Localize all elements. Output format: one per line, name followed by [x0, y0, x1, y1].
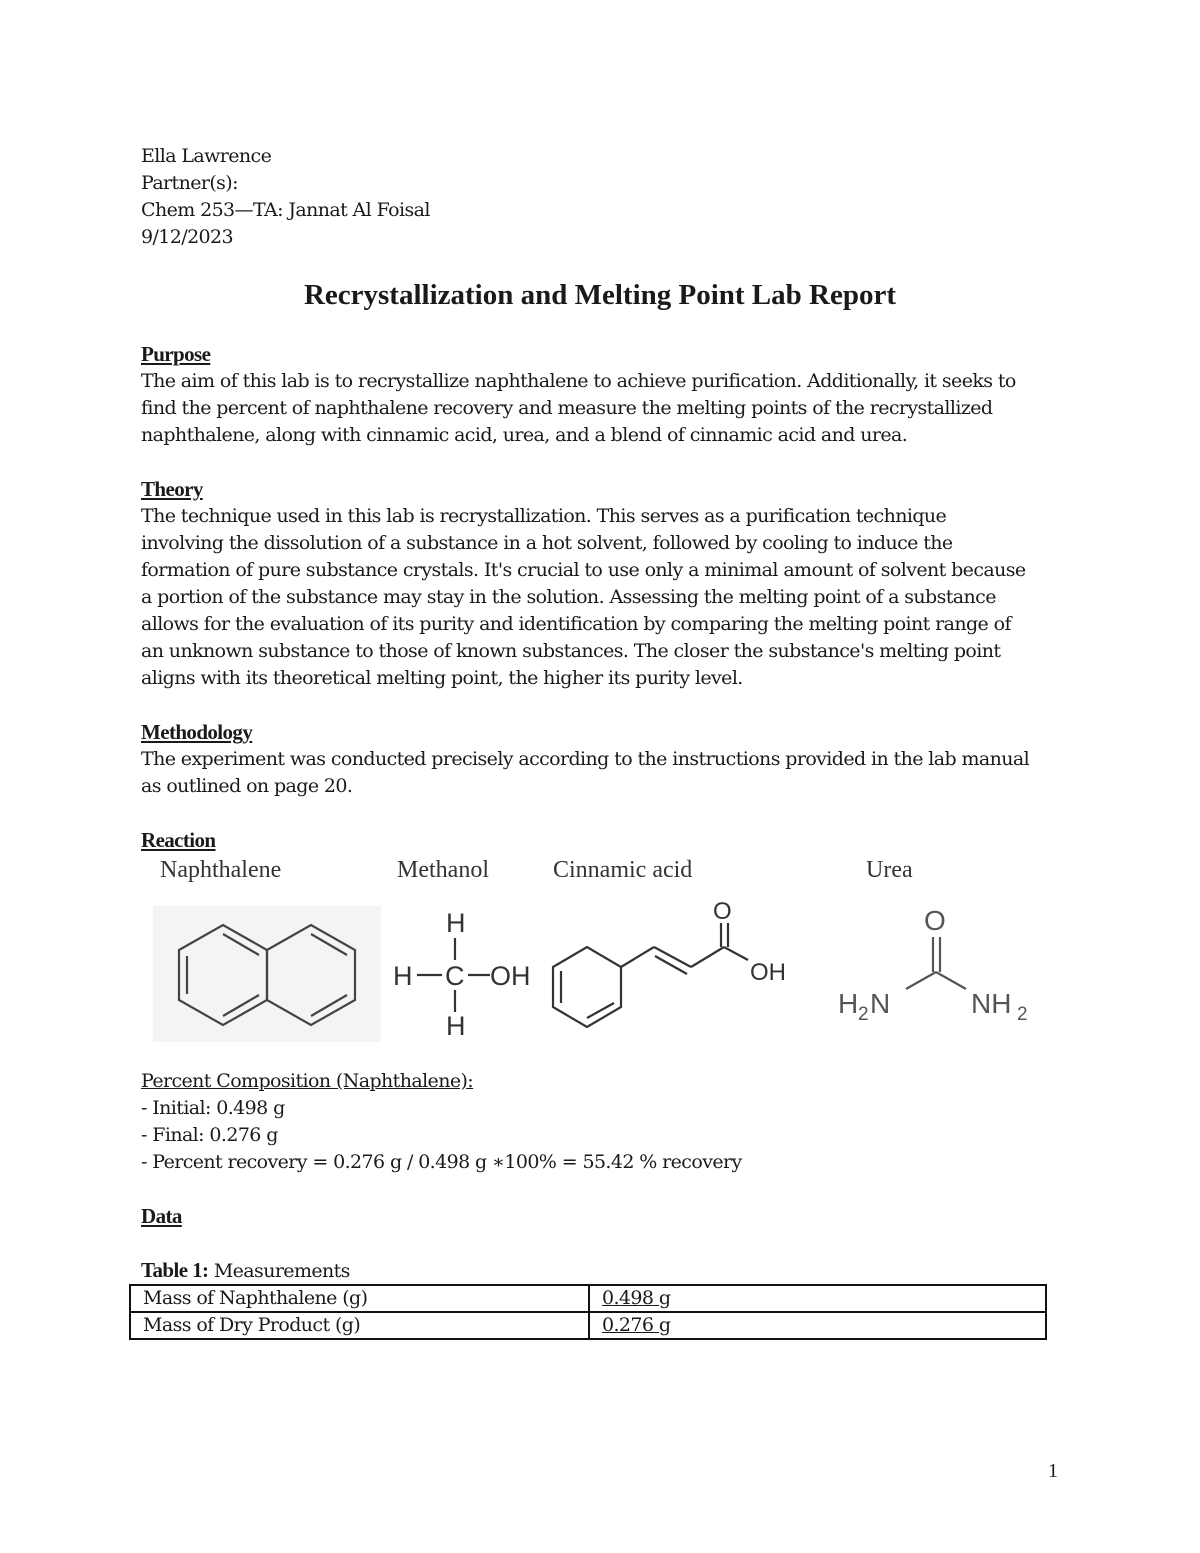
measurements-table — [129, 1284, 1047, 1340]
urea-h2n-n: N — [870, 988, 891, 1019]
date-line: 9/12/2023 — [141, 226, 234, 248]
report-title: Recrystallization and Melting Point Lab Report — [303, 279, 897, 311]
cinnamic-acid-structure — [543, 897, 793, 1037]
cinnamic-o: O — [713, 898, 732, 925]
table-caption-text: Measurements — [213, 1260, 350, 1282]
purpose-line: The aim of this lab is to recrystallize naphthalene to achieve purification. Additionally, it seeks to — [141, 370, 1016, 392]
methanol-structure — [388, 905, 538, 1040]
urea-o: O — [924, 905, 946, 936]
page-number: 1 — [1048, 1460, 1058, 1482]
table-cell-value: 0.276 g — [589, 1312, 1046, 1339]
urea-nh2-sub: 2 — [1017, 1004, 1028, 1025]
table-caption-label: Table 1: — [141, 1258, 209, 1282]
urea-structure — [836, 900, 1046, 1025]
table-cell-label: Mass of Naphthalene (g) — [130, 1285, 589, 1312]
urea-h2n-sub: 2 — [858, 1004, 869, 1025]
initial-mass-line: - Initial: 0.498 g — [141, 1097, 285, 1119]
naphthalene-label: Naphthalene — [160, 857, 282, 883]
percent-composition-heading: Percent Composition (Naphthalene): — [141, 1070, 474, 1092]
urea-h2n-h: H — [838, 988, 859, 1019]
urea-nh2-nh: NH — [971, 988, 1012, 1019]
methodology-line: as outlined on page 20. — [141, 775, 353, 797]
partners-line: Partner(s): — [141, 172, 238, 194]
data-heading: Data — [141, 1204, 182, 1228]
methodology-line: The experiment was conducted precisely according to the instructions provided in the lab manual — [141, 748, 1030, 770]
methodology-heading: Methodology — [141, 720, 253, 744]
percent-composition-section — [141, 1068, 1071, 1176]
purpose-line: find the percent of naphthalene recovery and measure the melting points of the recrystallized — [141, 397, 993, 419]
reaction-heading: Reaction — [141, 828, 216, 852]
theory-heading: Theory — [141, 477, 203, 501]
final-mass-line: - Final: 0.276 g — [141, 1124, 278, 1146]
theory-line: formation of pure substance crystals. It's crucial to use only a minimal amount of solvent because — [141, 559, 1026, 581]
table-cell-value: 0.498 g — [589, 1285, 1046, 1312]
purpose-heading: Purpose — [141, 342, 211, 366]
theory-line: a portion of the substance may stay in the solution. Assessing the melting point of a substance — [141, 586, 996, 608]
methanol-c: C — [445, 961, 465, 991]
naphthalene-structure — [153, 906, 381, 1042]
reaction-section — [141, 827, 1071, 854]
methanol-h-bottom: H — [446, 1011, 466, 1040]
theory-section — [141, 476, 1071, 692]
table-cell-label: Mass of Dry Product (g) — [130, 1312, 589, 1339]
methanol-label: Methanol — [397, 857, 489, 883]
methanol-h-top: H — [446, 908, 466, 938]
cinnamic-oh: OH — [750, 959, 786, 986]
data-section — [141, 1203, 1071, 1230]
methodology-section — [141, 719, 1071, 800]
theory-line: aligns with its theoretical melting point, the higher its purity level. — [141, 667, 743, 689]
theory-line: The technique used in this lab is recrystallization. This serves as a purification technique — [141, 505, 947, 527]
theory-line: allows for the evaluation of its purity and identification by comparing the melting point range of — [141, 613, 1011, 635]
table-caption — [141, 1257, 1071, 1285]
percent-recovery-line: - Percent recovery = 0.276 g / 0.498 g ∗100% = 55.42 % recovery — [141, 1151, 742, 1173]
header-block — [141, 143, 430, 251]
table-row — [130, 1312, 1046, 1339]
purpose-section — [141, 341, 1071, 449]
theory-line: involving the dissolution of a substance in a hot solvent, followed by cooling to induce the — [141, 532, 953, 554]
theory-line: an unknown substance to those of known substances. The closer the substance's melting point — [141, 640, 1001, 662]
methanol-oh: OH — [490, 961, 531, 991]
methanol-h-left: H — [393, 961, 413, 991]
course-line: Chem 253—TA: Jannat Al Foisal — [141, 199, 430, 221]
author-name: Ella Lawrence — [141, 145, 272, 167]
purpose-line: naphthalene, along with cinnamic acid, urea, and a blend of cinnamic acid and urea. — [141, 424, 908, 446]
urea-label: Urea — [866, 857, 913, 883]
cinnamic-acid-label: Cinnamic acid — [553, 857, 693, 883]
table-row — [130, 1285, 1046, 1312]
